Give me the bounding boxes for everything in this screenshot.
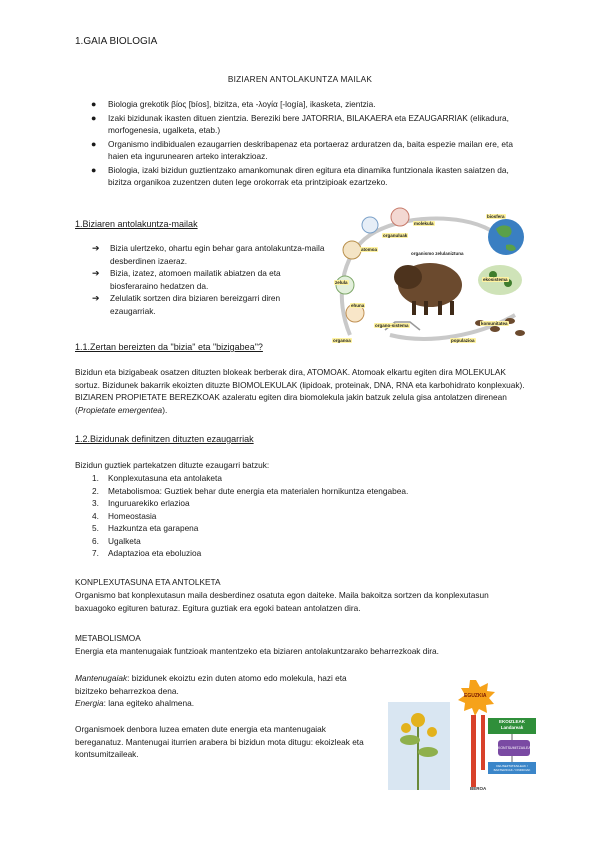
producers-box-label: EKOIZLEAK Landareak (498, 719, 525, 730)
level-label-ekosistema: ekosistema (483, 277, 508, 282)
intro-bullet: ● Organismo indibidualen ezaugarrien deskribapenaz eta portaeraz arduratzen da, baita espezie mailan ere, eta haien eta ingurunearen arteko interakzioaz. (91, 138, 513, 161)
section12-heading: 1.2.Bizidunak definitzen dituzten ezaugarriak (75, 434, 254, 444)
level-label-ehuna: ehuna (351, 303, 365, 308)
konplexutasuna-text: Organismo bat konplexutasun maila desberdinez osatuta egon daiteke. Maila bakoitza sortzen da konplexutasun baxuagoko egituren baturaz. Egitura guztiak era egoki batean antolatzen dira. (75, 590, 489, 613)
list-item: 3. Inguruarekiko erlazioa (92, 498, 190, 508)
intro-bullet: ● Biologia grekotik βίος [bíos], bizitza, eta -λογία [-logía], ikasketa, zientzia. (91, 99, 376, 109)
level-label-biosfera: biosfera (487, 214, 505, 219)
metabolismoa-text: Energia eta mantenugaiak funtzioak mantentzeko eta biziaren antolakuntzarako beharrezkoak dira. (75, 646, 439, 656)
list-item: 1. Konplexutasuna eta antolaketa (92, 473, 222, 483)
level-label-molekula: molekula (414, 221, 434, 226)
arrow-point: ➔ Bizia ulertzeko, ohartu egin behar gara antolakuntza-maila desberdinen izaeraz. (92, 243, 325, 266)
intro-bullet: ● Biologia, izaki bizidun guztientzako amankomunak diren egitura eta dinamika funtzionala ikasten saiatzen da, bizitza organikoa zuzentzen duten lege orokorrak eta printzipioak ezartzeko. (91, 164, 509, 187)
metabolismoa-heading: METABOLISMOA (75, 633, 141, 643)
intro-bullet: ● Izaki bizidunak ikasten dituen zientzia. Bereziki bere JATORRIA, BILAKAERA eta EZAUGARRIAK (elikadura, morfogenesia, ugalketa, etab.) (91, 112, 509, 135)
consumers-box-label: KONTSUMITZAILEAK (498, 746, 534, 750)
section12-lead: Bizidun guztiek partekatzen dituzte ezaugarri batzuk: (75, 460, 270, 470)
metabolismoa-paragraph: Organismoek denbora luzea ematen dute energia eta mantenugaiak bereganatuz. Mantenugai iturrien arabera bi bizidun mota ditugu: ekoizleak eta kontsumitzaileak. (75, 724, 364, 759)
energy-flow-illustration (388, 680, 538, 795)
organization-levels-figure (330, 205, 530, 350)
energy-flow-figure (388, 680, 538, 795)
section11-paragraph: Bizidun eta bizigabeak osatzen dituzten blokeak berberak dira, ATOMOAK. Atomoak elkartu egiten dira MOLEKULAK sortuz. Bizidunek bakarrik ekoizten dituzte BIOMOLEKULAK (lipidoak, proteinak, DNA, RNA eta karbohidrato konplexuak). BIZIAREN PROPIETATE BEREZKOAK azaleratu egiten dira biomolekula jakin batzuk zelula gisa antolatzen direnean (Propietate emergentea). (75, 367, 525, 415)
level-label-atomoa: atomoa (361, 247, 378, 252)
heat-label: BEROA (470, 786, 487, 791)
section11-heading: 1.1.Zertan bereizten da "bizia" eta "bizigabea"? (75, 342, 263, 352)
level-label-organo-sistema: organo-sistema (375, 323, 409, 328)
course-header: 1.GAIA BIOLOGIA (75, 36, 158, 47)
level-label-zelula: zelula (335, 280, 348, 285)
definition-energia: Energia: lana egiteko ahalmena. (75, 698, 195, 708)
level-label-organismo: organismo zelulaniztuna (411, 251, 464, 256)
characteristics-list (92, 472, 528, 560)
list-item: 5. Hazkuntza eta garapena (92, 523, 199, 533)
level-label-organuluak: organuluak (383, 233, 408, 238)
list-item: 6. Ugalketa (92, 535, 141, 546)
sun-label: EGUZKIA (464, 693, 487, 699)
arrow-point: ➔ Zelulatik sortzen dira biziaren bereizgarri diren ezaugarriak. (92, 293, 281, 316)
level-label-komunitatea: komunitatea (481, 321, 508, 326)
section1-heading: 1.Biziaren antolakuntza-mailak (75, 219, 198, 229)
list-item: 7. Adaptazioa eta eboluzioa (92, 548, 202, 558)
list-item: 4. Homeostasia (92, 510, 157, 521)
arrow-point: ➔ Bizia, izatez, atomoen mailatik abiatzen da eta biosferaraino hedatzen da. (92, 268, 281, 291)
list-item: 2. Metabolismoa: Guztiek behar dute energia eta materialen hornikuntza etengabea. (92, 485, 409, 496)
level-label-organoa: organoa (333, 338, 351, 343)
page-title: BIZIAREN ANTOLAKUNTZA MAILAK (227, 74, 373, 84)
konplexutasuna-heading: KONPLEXUTASUNA ETA ANTOLKETA (75, 577, 221, 587)
definition-mantenugaiak: Mantenugaiak: bizidunek ekoiztu ezin duten atomo edo molekula, hazi eta bizitzeko beharrezkoa dena. (75, 673, 347, 696)
level-label-populazioa: populazioa (451, 338, 475, 343)
intro-bullet-list (91, 98, 523, 190)
section1-arrow-list (92, 242, 325, 317)
decomposers-box-label: DEUSEZTATZAILEAK / BAKTERIOAK / ONDDOAK (493, 764, 531, 772)
